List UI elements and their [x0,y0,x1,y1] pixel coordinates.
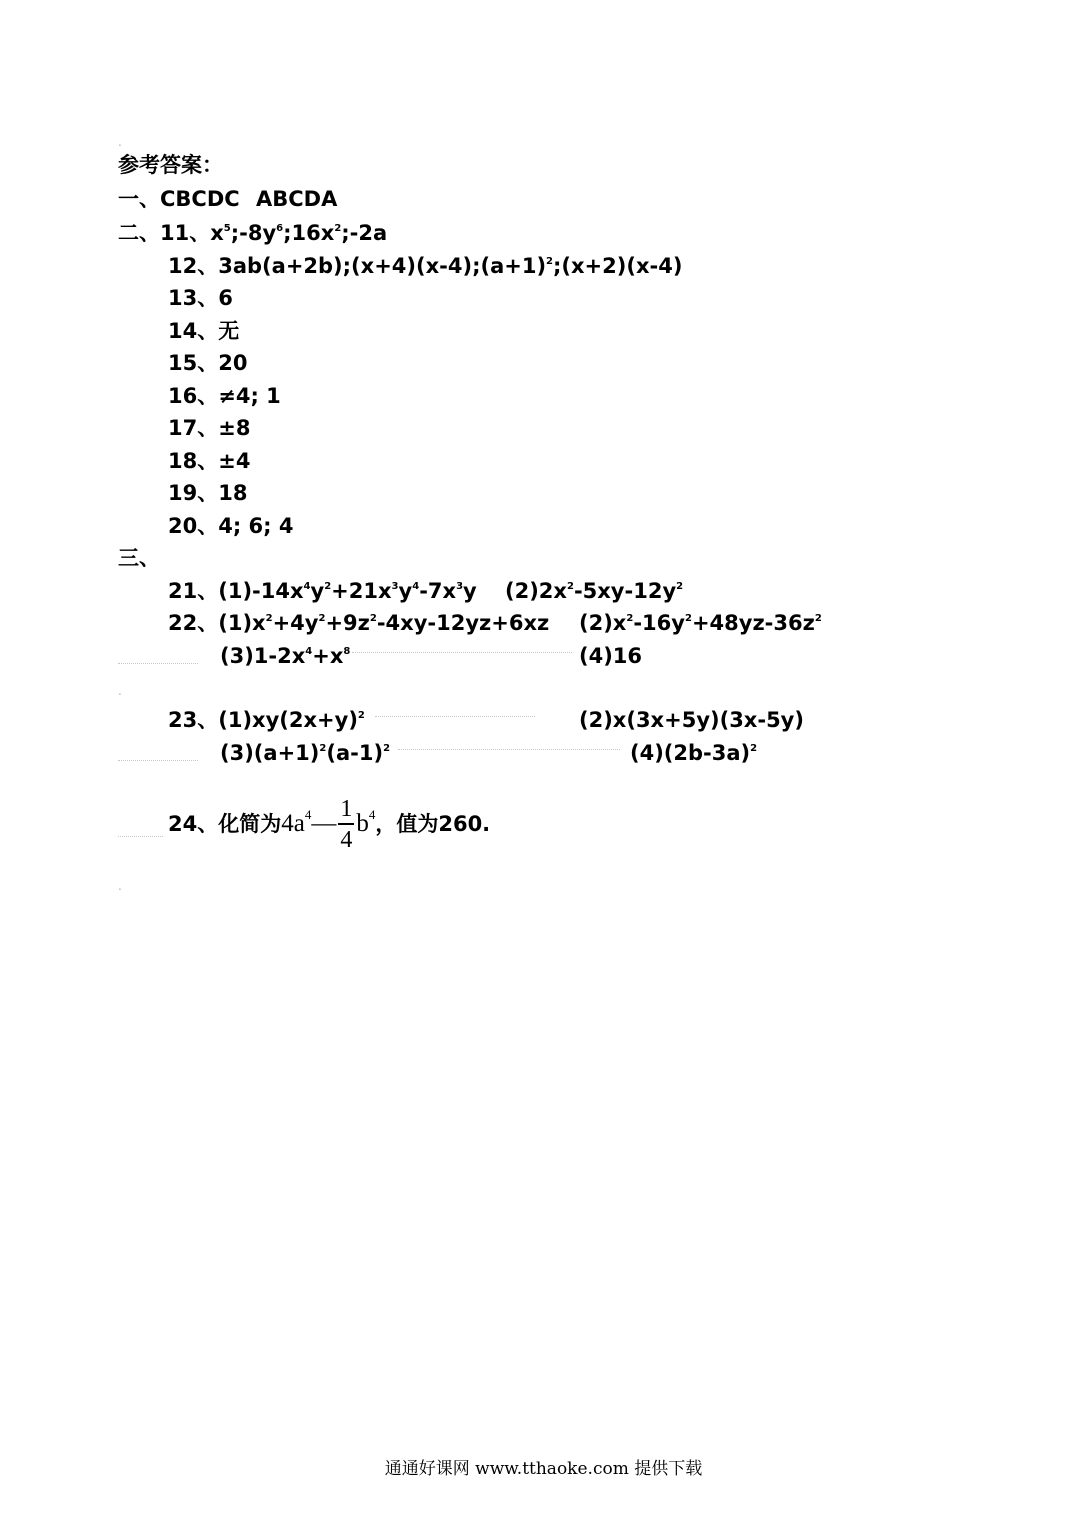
q23-answer-4 [630,740,757,766]
q22-answer-1-part: +4y [272,611,319,635]
q21-answer-2 [505,578,683,604]
q22-number: 22、 [168,611,219,635]
q21-answer-1-part: y [463,579,477,603]
q24-term-2: b [356,810,369,837]
q24-expression [281,796,376,854]
q17-number: 17、 [168,416,219,440]
q23-number: 23、 [168,708,219,732]
q21-answer-2-part: -5xy-12y [573,579,677,603]
q19-number: 19、 [168,481,219,505]
q23-exponent: 2 [383,743,391,754]
q18-row [168,448,250,474]
q22-answer-2 [579,610,822,636]
q15-row [168,350,247,376]
q24-prefix: 化简为 [218,812,282,836]
q18-number: 18、 [168,449,219,473]
q21-row [168,578,684,604]
q23-row-2 [220,740,758,766]
q22-exponent: 2 [369,613,377,624]
q13-row [168,285,233,311]
q11-part: ;16x [283,221,335,245]
q14-answer: 无 [218,319,240,343]
q11-number: 11、 [160,221,211,245]
q22-answer-1-part: -4xy-12yz+6xz [376,611,550,635]
q13-answer: 6 [218,286,233,310]
q21-answer-1-part: y [398,579,413,603]
fraction-numerator: 1 [338,795,354,825]
q24-minus: — [311,810,337,837]
q16-row [168,383,281,409]
q18-answer: ±4 [218,449,251,473]
q23-exponent: 2 [357,710,365,721]
q22-answer-1-part: (1)x [218,611,266,635]
dotted-leader [352,652,572,653]
q23-answer-4-part: (4)(2b-3a) [630,741,751,765]
q22-answer-2-part: -16y [633,611,685,635]
q21-number: 21、 [168,579,219,603]
q12-row [168,253,682,279]
q21-answer-1-part: -7x [419,579,457,603]
q22-exponent: 2 [265,613,273,624]
q24-exponent: 4 [304,807,312,822]
q14-number: 14、 [168,319,219,343]
layout-mark: . [118,684,122,698]
q22-exponent: 2 [318,613,326,624]
q22-exponent: 2 [684,613,692,624]
q11-part: x [210,221,224,245]
q21-exponent: 4 [303,581,311,592]
q11-row [118,220,387,246]
q22-exponent: 2 [626,613,634,624]
q23-answer-1-part: (1)xy(2x+y) [218,708,358,732]
answer-title: 参考答案： [118,153,223,177]
q20-row [168,513,294,539]
layout-mark: . [118,135,122,149]
q15-answer: 20 [218,351,248,375]
q21-exponent: 4 [412,581,420,592]
q21-exponent: 3 [456,581,464,592]
q24-fraction [338,795,354,855]
q20-number: 20、 [168,514,219,538]
q22-answer-2-part: (2)x [579,611,627,635]
section-1-label: 一、 [118,187,160,211]
q24-term-1: 4a [281,810,305,837]
q20-answer: 4; 6; 4 [218,514,294,538]
choice-answers-group-2: ABCDA [256,187,338,211]
q22-answer-4: (4)16 [579,644,643,668]
section-2-label: 二、 [118,221,160,245]
q22-exponent: 2 [814,613,822,624]
q21-answer-1-part: (1)-14x [218,579,304,603]
section-1-row [118,186,338,212]
q23-answer-3-part: (a-1) [326,741,384,765]
q12-part: 3ab(a+2b);(x+4)(x-4);(a+1) [218,254,547,278]
q24-number: 24、 [168,812,219,836]
dotted-leader [118,760,198,761]
q24-exponent: 4 [368,807,376,822]
q22-answer-2-part: +48yz-36z [691,611,815,635]
q11-exponent: 5 [223,223,231,234]
q11-exponent: 6 [276,223,284,234]
q21-answer-1-part: y [310,579,325,603]
q24-suffix: ，值为260. [375,812,491,836]
q16-answer: ≠4; 1 [218,384,281,408]
q24-row [168,794,490,855]
q17-answer: ±8 [218,416,251,440]
q19-row [168,480,247,506]
q21-answer-1-part: +21x [331,579,392,603]
q23-exponent: 2 [750,743,758,754]
q22-exponent: 4 [305,646,313,657]
q22-row-2 [220,643,643,669]
q21-exponent: 2 [676,581,684,592]
q23-answer-2: (2)x(3x+5y)(3x-5y) [579,708,804,732]
q21-exponent: 2 [566,581,574,592]
dotted-leader [118,663,198,664]
q17-row [168,415,250,441]
q12-part: ;(x+2)(x-4) [553,254,683,278]
page-footer: 通通好课网 www.tthaoke.com 提供下载 [384,1459,703,1479]
q23-exponent: 2 [319,743,327,754]
q15-number: 15、 [168,351,219,375]
choice-answers-group-1: CBCDC [160,187,240,211]
dotted-leader [398,749,620,750]
q19-answer: 18 [218,481,248,505]
q12-exponent: 2 [546,256,554,267]
fraction-denominator: 4 [340,827,353,854]
q16-number: 16、 [168,384,219,408]
q21-exponent: 3 [391,581,399,592]
q12-number: 12、 [168,254,219,278]
q23-row [168,707,804,733]
q11-part: ;-2a [341,221,388,245]
section-3-label: 三、 [118,546,160,570]
q11-part: ;-8y [230,221,277,245]
q23-answer-3-part: (3)(a+1) [220,741,320,765]
q11-exponent: 2 [334,223,342,234]
q21-answer-2-part: (2)2x [505,579,567,603]
q13-number: 13、 [168,286,219,310]
q22-answer-3-part: (3)1-2x [220,644,306,668]
dotted-leader [375,716,535,717]
layout-mark: . [118,879,122,893]
dotted-leader [118,836,163,837]
q22-exponent: 8 [343,646,351,657]
q22-row [168,610,822,636]
q22-answer-3-part: +x [312,644,344,668]
q14-row [168,318,239,344]
q22-answer-1-part: +9z [325,611,370,635]
q21-exponent: 2 [324,581,332,592]
